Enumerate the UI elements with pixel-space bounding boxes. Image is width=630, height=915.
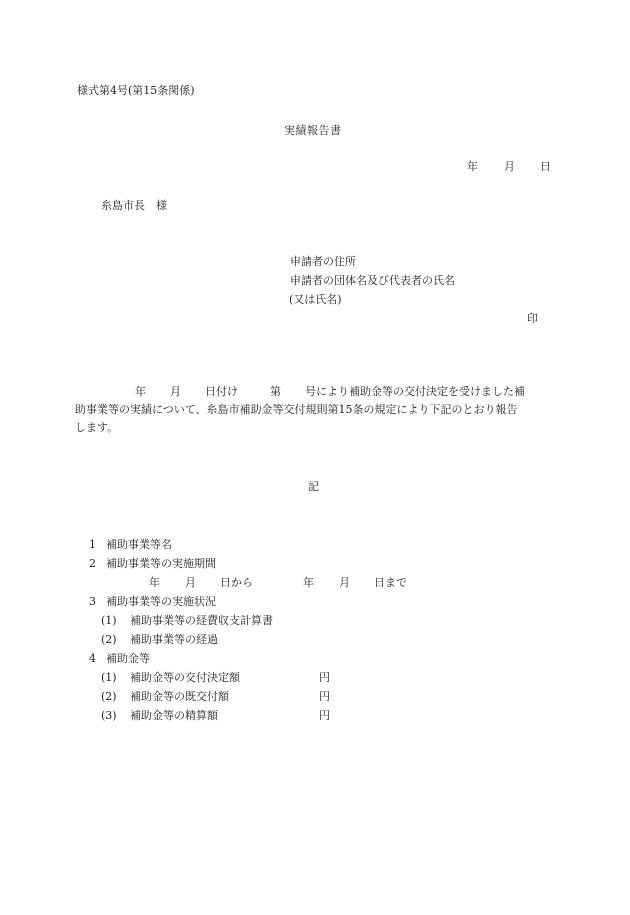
applicant-name-label: 申請者の団体名及び代表者の氏名	[290, 274, 455, 287]
body-number-prefix: 第	[270, 385, 281, 398]
seal-mark: 印	[527, 312, 538, 325]
item-2-label: 補助事業等の実施期間	[106, 557, 216, 570]
item-4-3-number: (3)	[101, 709, 117, 722]
item-3-1-label: 補助事業等の経費収支計算書	[130, 614, 273, 627]
applicant-name-alt-label: (又は氏名)	[289, 293, 342, 306]
item-4-number: 4	[89, 652, 96, 665]
item-3-1-number: (1)	[101, 614, 117, 627]
date-year-label: 年	[467, 160, 478, 173]
period-from-year: 年	[149, 576, 160, 589]
period-to-day: 日まで	[374, 576, 407, 589]
item-4-2-number: (2)	[101, 690, 117, 703]
form-number: 様式第4号(第15条関係)	[77, 84, 195, 97]
period-to-year: 年	[303, 576, 314, 589]
addressee: 糸島市長 様	[101, 199, 167, 212]
item-4-2-unit: 円	[319, 690, 330, 703]
body-paragraph	[75, 383, 555, 437]
item-4-3-label: 補助金等の精算額	[130, 709, 218, 722]
body-year: 年	[135, 385, 146, 398]
period-from-day: 日から	[220, 576, 253, 589]
body-month: 月	[170, 385, 181, 398]
period-from-month: 月	[185, 576, 196, 589]
body-line-1	[75, 383, 555, 401]
item-2-number: 2	[89, 557, 96, 570]
body-day-suffix: 日付け	[205, 385, 238, 398]
ki-heading: 記	[308, 480, 319, 493]
item-3-label: 補助事業等の実施状況	[106, 595, 216, 608]
item-4-1-number: (1)	[101, 671, 117, 684]
date-month-label: 月	[504, 160, 515, 173]
item-3-2-number: (2)	[101, 633, 117, 646]
body-line-2: 助事業等の実績について、糸島市補助金等交付規則第15条の規定により下記のとおり報告	[75, 403, 518, 416]
applicant-address-label: 申請者の住所	[290, 255, 356, 268]
body-line-3: します。	[75, 421, 119, 434]
item-1-number: 1	[89, 538, 96, 551]
item-4-2-label: 補助金等の既交付額	[130, 690, 229, 703]
document-title: 実績報告書	[284, 124, 342, 137]
period-to-month: 月	[339, 576, 350, 589]
item-4-1-unit: 円	[319, 671, 330, 684]
item-3-number: 3	[89, 595, 96, 608]
item-3-2-label: 補助事業等の経過	[130, 633, 218, 646]
date-day-label: 日	[540, 160, 551, 173]
item-1-label: 補助事業等名	[106, 538, 172, 551]
item-4-3-unit: 円	[319, 709, 330, 722]
body-line-1-rest: 号により補助金等の交付決定を受けました補	[305, 385, 525, 398]
item-4-1-label: 補助金等の交付決定額	[130, 671, 240, 684]
item-4-label: 補助金等	[106, 652, 150, 665]
